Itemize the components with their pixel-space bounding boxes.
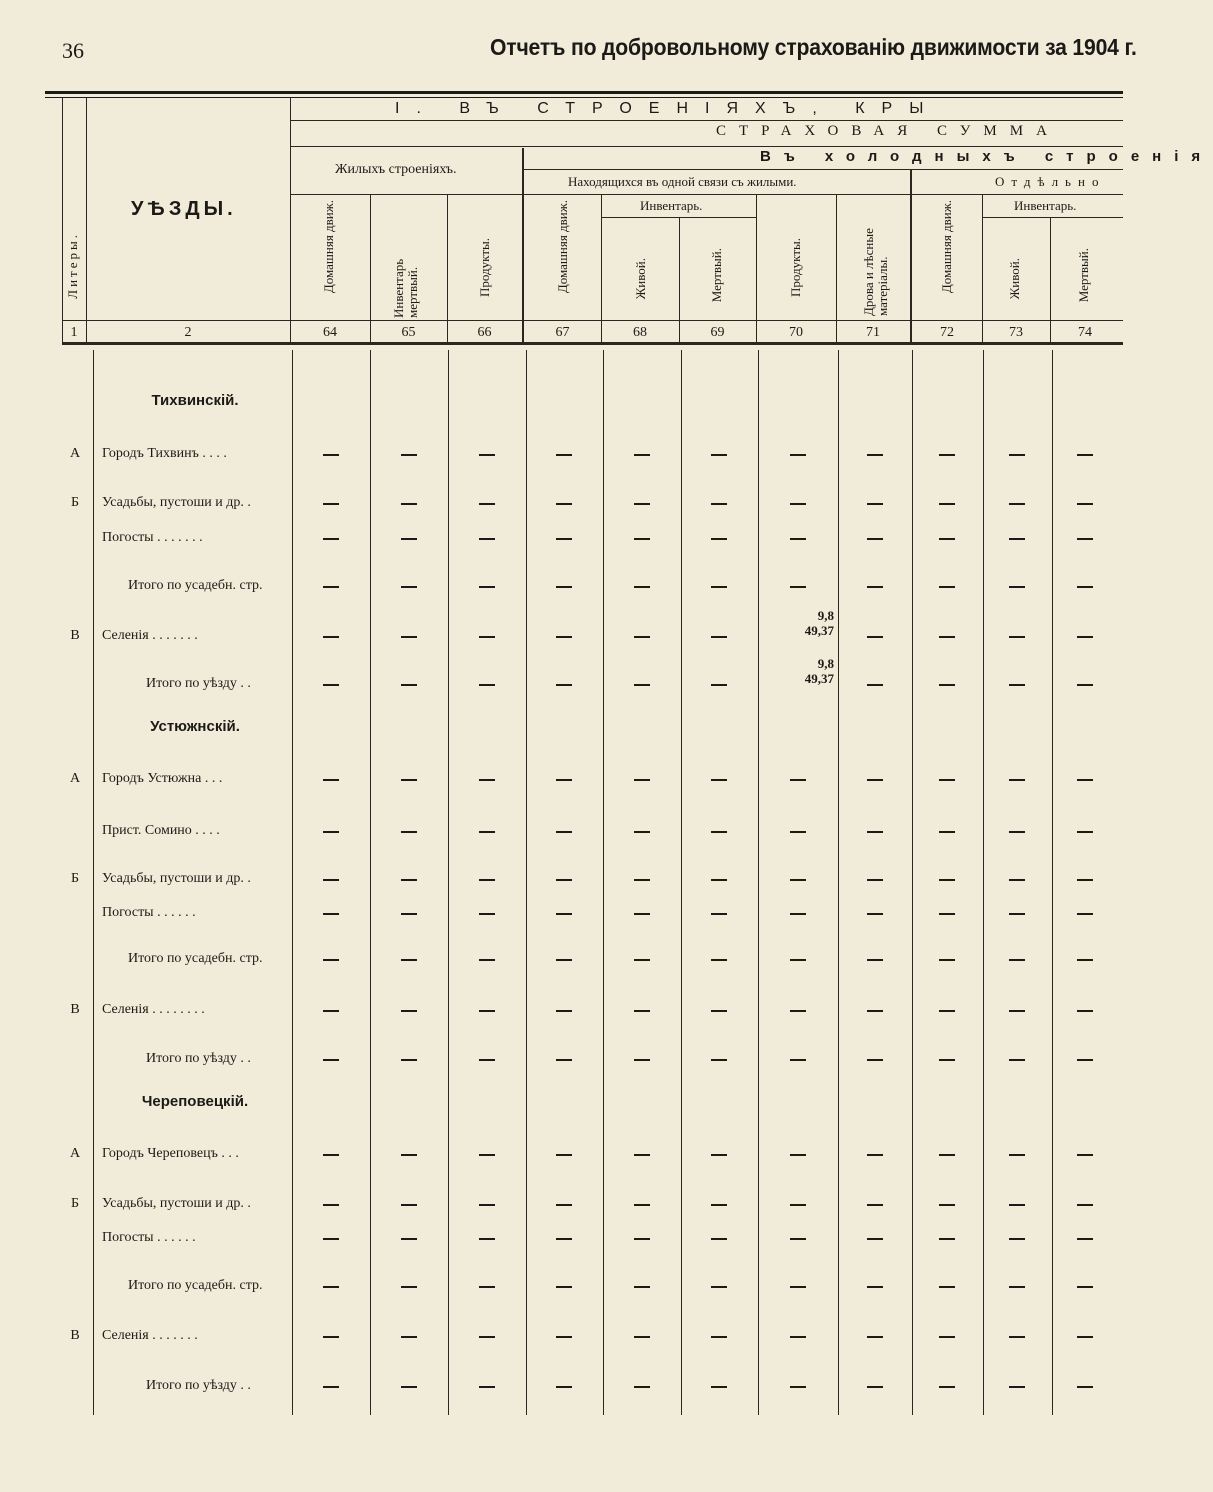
- empty-cell-dash: [867, 1238, 883, 1240]
- column-number: 72: [940, 325, 954, 340]
- row-letter: А: [69, 446, 81, 461]
- empty-cell-dash: [790, 503, 806, 505]
- empty-cell-dash: [1009, 1059, 1025, 1061]
- empty-cell-dash: [479, 636, 495, 638]
- empty-cell-dash: [634, 1059, 650, 1061]
- row-label: Прист. Сомино . . . .: [102, 823, 220, 838]
- row-label: Итого по усадебн. стр.: [128, 951, 263, 966]
- column-districts-label: УѢЗДЫ.: [131, 198, 237, 220]
- empty-cell-dash: [323, 1238, 339, 1240]
- cold-header: Въ холодныхъ строенія: [760, 148, 1213, 165]
- empty-cell-dash: [790, 1336, 806, 1338]
- empty-cell-dash: [1077, 879, 1093, 881]
- living-header: Жилыхъ строеніяхъ.: [335, 162, 457, 177]
- empty-cell-dash: [939, 913, 955, 915]
- column-number: 67: [555, 325, 570, 340]
- empty-cell-dash: [867, 1154, 883, 1156]
- empty-cell-dash: [634, 454, 650, 456]
- column-number: 74: [1078, 325, 1092, 340]
- empty-cell-dash: [479, 1286, 495, 1288]
- row-label: Усадьбы, пустоши и др. .: [102, 1196, 251, 1211]
- empty-cell-dash: [711, 913, 727, 915]
- row-label: Погосты . . . . . .: [102, 905, 196, 920]
- sum-header: СТРАХОВАЯ СУММА: [716, 123, 1060, 139]
- column-71-label: Дрова и лѣсные матеріалы.: [861, 228, 890, 316]
- empty-cell-dash: [479, 1010, 495, 1012]
- empty-cell-dash: [1077, 1059, 1093, 1061]
- row-label: Итого по усадебн. стр.: [128, 1278, 263, 1293]
- empty-cell-dash: [790, 586, 806, 588]
- empty-cell-dash: [323, 1204, 339, 1206]
- empty-cell-dash: [939, 1154, 955, 1156]
- empty-cell-dash: [867, 1286, 883, 1288]
- empty-cell-dash: [1077, 913, 1093, 915]
- empty-cell-dash: [867, 1010, 883, 1012]
- empty-cell-dash: [939, 1386, 955, 1388]
- empty-cell-dash: [939, 779, 955, 781]
- column-73-label: Живой.: [1007, 258, 1022, 300]
- empty-cell-dash: [479, 1154, 495, 1156]
- empty-cell-dash: [556, 636, 572, 638]
- empty-cell-dash: [711, 586, 727, 588]
- empty-cell-dash: [867, 1204, 883, 1206]
- row-label: Усадьбы, пустоши и др. .: [102, 495, 251, 510]
- empty-cell-dash: [867, 586, 883, 588]
- empty-cell-dash: [790, 538, 806, 540]
- empty-cell-dash: [634, 779, 650, 781]
- empty-cell-dash: [323, 1286, 339, 1288]
- column-letters-label: Литеры.: [65, 232, 80, 299]
- row-letter: В: [70, 1328, 80, 1343]
- empty-cell-dash: [711, 959, 727, 961]
- empty-cell-dash: [711, 779, 727, 781]
- empty-cell-dash: [1077, 454, 1093, 456]
- empty-cell-dash: [711, 879, 727, 881]
- empty-cell-dash: [634, 684, 650, 686]
- empty-cell-dash: [556, 831, 572, 833]
- empty-cell-dash: [634, 636, 650, 638]
- cell-value-line: 9,8: [817, 656, 834, 671]
- empty-cell-dash: [939, 1204, 955, 1206]
- empty-cell-dash: [401, 959, 417, 961]
- empty-cell-dash: [711, 1386, 727, 1388]
- empty-cell-dash: [479, 1059, 495, 1061]
- empty-cell-dash: [939, 454, 955, 456]
- empty-cell-dash: [939, 1059, 955, 1061]
- empty-cell-dash: [1009, 454, 1025, 456]
- empty-cell-dash: [556, 959, 572, 961]
- empty-cell-dash: [1077, 538, 1093, 540]
- empty-cell-dash: [867, 1386, 883, 1388]
- empty-cell-dash: [401, 1154, 417, 1156]
- empty-cell-dash: [556, 586, 572, 588]
- empty-cell-dash: [711, 1238, 727, 1240]
- empty-cell-dash: [711, 1154, 727, 1156]
- empty-cell-dash: [479, 959, 495, 961]
- column-66-label: Продукты.: [477, 238, 492, 297]
- empty-cell-dash: [323, 779, 339, 781]
- empty-cell-dash: [479, 1238, 495, 1240]
- empty-cell-dash: [634, 1204, 650, 1206]
- empty-cell-dash: [323, 454, 339, 456]
- empty-cell-dash: [1077, 779, 1093, 781]
- empty-cell-dash: [939, 959, 955, 961]
- empty-cell-dash: [556, 503, 572, 505]
- row-letter: А: [69, 1146, 81, 1161]
- empty-cell-dash: [556, 1386, 572, 1388]
- empty-cell-dash: [634, 1286, 650, 1288]
- column-68-label: Живой.: [633, 258, 648, 300]
- empty-cell-dash: [401, 879, 417, 881]
- empty-cell-dash: [1009, 636, 1025, 638]
- empty-cell-dash: [634, 831, 650, 833]
- empty-cell-dash: [867, 538, 883, 540]
- row-label: Городъ Череповецъ . . .: [102, 1146, 239, 1161]
- empty-cell-dash: [556, 1336, 572, 1338]
- empty-cell-dash: [790, 1386, 806, 1388]
- cell-value-line: 9,8: [817, 608, 834, 623]
- empty-cell-dash: [711, 1059, 727, 1061]
- empty-cell-dash: [939, 684, 955, 686]
- empty-cell-dash: [711, 1204, 727, 1206]
- empty-cell-dash: [790, 879, 806, 881]
- empty-cell-dash: [790, 1204, 806, 1206]
- empty-cell-dash: [790, 831, 806, 833]
- empty-cell-dash: [790, 1059, 806, 1061]
- empty-cell-dash: [790, 454, 806, 456]
- empty-cell-dash: [1009, 1204, 1025, 1206]
- empty-cell-dash: [1077, 831, 1093, 833]
- empty-cell-dash: [479, 831, 495, 833]
- empty-cell-dash: [711, 538, 727, 540]
- empty-cell-dash: [401, 831, 417, 833]
- column-65-label: Инвентарь мертвый.: [391, 258, 420, 318]
- empty-cell-dash: [867, 636, 883, 638]
- empty-cell-dash: [479, 779, 495, 781]
- empty-cell-dash: [479, 1336, 495, 1338]
- empty-cell-dash: [711, 684, 727, 686]
- empty-cell-dash: [1009, 538, 1025, 540]
- empty-cell-dash: [479, 586, 495, 588]
- empty-cell-dash: [867, 503, 883, 505]
- empty-cell-dash: [867, 959, 883, 961]
- cell-value-70: [764, 656, 834, 686]
- page-title: Отчетъ по добровольному страхованію движимости за 1904 г.: [490, 34, 1137, 60]
- empty-cell-dash: [401, 1336, 417, 1338]
- row-label: Селенія . . . . . . .: [102, 628, 198, 643]
- column-72-label: Домашняя движ.: [939, 200, 954, 294]
- column-67-label: Домашняя движ.: [555, 200, 570, 294]
- empty-cell-dash: [323, 538, 339, 540]
- district-heading: Устюжнскій.: [150, 718, 240, 735]
- district-heading: Тихвинскій.: [151, 392, 239, 409]
- empty-cell-dash: [867, 879, 883, 881]
- row-label: Итого по уѣзду . .: [146, 1051, 251, 1066]
- empty-cell-dash: [401, 684, 417, 686]
- empty-cell-dash: [401, 913, 417, 915]
- empty-cell-dash: [401, 503, 417, 505]
- empty-cell-dash: [401, 636, 417, 638]
- empty-cell-dash: [1009, 1336, 1025, 1338]
- empty-cell-dash: [634, 1010, 650, 1012]
- column-number: 66: [477, 325, 492, 340]
- empty-cell-dash: [323, 879, 339, 881]
- row-label: Погосты . . . . . .: [102, 1230, 196, 1245]
- empty-cell-dash: [1077, 1286, 1093, 1288]
- empty-cell-dash: [1077, 503, 1093, 505]
- empty-cell-dash: [790, 1154, 806, 1156]
- row-label: Селенія . . . . . . . .: [102, 1002, 205, 1017]
- empty-cell-dash: [1077, 1238, 1093, 1240]
- column-number: 71: [866, 325, 880, 340]
- empty-cell-dash: [479, 879, 495, 881]
- empty-cell-dash: [479, 684, 495, 686]
- empty-cell-dash: [1009, 586, 1025, 588]
- empty-cell-dash: [401, 1286, 417, 1288]
- row-label: Погосты . . . . . . .: [102, 530, 203, 545]
- separate-header: Отдѣльно: [995, 174, 1106, 189]
- empty-cell-dash: [1009, 1010, 1025, 1012]
- empty-cell-dash: [401, 1204, 417, 1206]
- empty-cell-dash: [711, 454, 727, 456]
- column-69-label: Мертвый.: [709, 248, 724, 303]
- row-letter: А: [69, 771, 81, 786]
- empty-cell-dash: [1009, 1286, 1025, 1288]
- empty-cell-dash: [479, 503, 495, 505]
- empty-cell-dash: [711, 1336, 727, 1338]
- empty-cell-dash: [634, 913, 650, 915]
- empty-cell-dash: [1077, 1154, 1093, 1156]
- empty-cell-dash: [1009, 879, 1025, 881]
- empty-cell-dash: [634, 538, 650, 540]
- row-letter: Б: [70, 495, 80, 510]
- row-label: Итого по усадебн. стр.: [128, 578, 263, 593]
- empty-cell-dash: [634, 959, 650, 961]
- empty-cell-dash: [1009, 779, 1025, 781]
- empty-cell-dash: [939, 586, 955, 588]
- empty-cell-dash: [556, 1204, 572, 1206]
- row-label: Усадьбы, пустоши и др. .: [102, 871, 251, 886]
- row-letter: В: [70, 1002, 80, 1017]
- empty-cell-dash: [1009, 1154, 1025, 1156]
- empty-cell-dash: [1009, 913, 1025, 915]
- empty-cell-dash: [323, 1336, 339, 1338]
- empty-cell-dash: [556, 1238, 572, 1240]
- empty-cell-dash: [867, 831, 883, 833]
- empty-cell-dash: [939, 538, 955, 540]
- empty-cell-dash: [401, 1059, 417, 1061]
- empty-cell-dash: [867, 684, 883, 686]
- empty-cell-dash: [867, 454, 883, 456]
- empty-cell-dash: [556, 1059, 572, 1061]
- empty-cell-dash: [556, 454, 572, 456]
- empty-cell-dash: [1009, 503, 1025, 505]
- empty-cell-dash: [1077, 1204, 1093, 1206]
- row-label: Итого по уѣзду . .: [146, 676, 251, 691]
- empty-cell-dash: [711, 503, 727, 505]
- empty-cell-dash: [556, 913, 572, 915]
- empty-cell-dash: [1009, 959, 1025, 961]
- column-number: 2: [184, 325, 192, 340]
- empty-cell-dash: [939, 636, 955, 638]
- empty-cell-dash: [790, 913, 806, 915]
- cell-value-line: 49,37: [804, 671, 834, 686]
- empty-cell-dash: [1077, 1010, 1093, 1012]
- top-rule: [45, 91, 1123, 94]
- cell-value-70: [764, 608, 834, 638]
- district-heading: Череповецкій.: [141, 1093, 249, 1110]
- column-74-label: Мертвый.: [1076, 248, 1091, 303]
- empty-cell-dash: [401, 538, 417, 540]
- empty-cell-dash: [711, 831, 727, 833]
- row-letter: В: [70, 628, 80, 643]
- connected-header: Находящихся въ одной связи съ жилыми.: [568, 174, 797, 189]
- empty-cell-dash: [634, 503, 650, 505]
- row-letter: Б: [70, 1196, 80, 1211]
- empty-cell-dash: [1009, 1386, 1025, 1388]
- empty-cell-dash: [479, 913, 495, 915]
- empty-cell-dash: [790, 1238, 806, 1240]
- empty-cell-dash: [323, 1386, 339, 1388]
- empty-cell-dash: [401, 1238, 417, 1240]
- empty-cell-dash: [323, 503, 339, 505]
- empty-cell-dash: [1077, 1336, 1093, 1338]
- column-number: 69: [710, 325, 725, 340]
- empty-cell-dash: [1077, 684, 1093, 686]
- empty-cell-dash: [1077, 636, 1093, 638]
- empty-cell-dash: [556, 684, 572, 686]
- empty-cell-dash: [634, 1336, 650, 1338]
- empty-cell-dash: [556, 538, 572, 540]
- empty-cell-dash: [401, 779, 417, 781]
- empty-cell-dash: [867, 1059, 883, 1061]
- empty-cell-dash: [939, 1336, 955, 1338]
- empty-cell-dash: [790, 779, 806, 781]
- row-letter: Б: [70, 871, 80, 886]
- empty-cell-dash: [1009, 1238, 1025, 1240]
- inventory-header-connected: Инвентарь.: [640, 198, 703, 213]
- row-label: Итого по уѣзду . .: [146, 1378, 251, 1393]
- empty-cell-dash: [1077, 586, 1093, 588]
- empty-cell-dash: [867, 1336, 883, 1338]
- empty-cell-dash: [790, 959, 806, 961]
- empty-cell-dash: [479, 1204, 495, 1206]
- empty-cell-dash: [634, 1154, 650, 1156]
- column-64-label: Домашняя движ.: [321, 200, 336, 294]
- empty-cell-dash: [711, 1286, 727, 1288]
- column-number: 65: [401, 325, 416, 340]
- column-number: 73: [1009, 325, 1023, 340]
- empty-cell-dash: [401, 1010, 417, 1012]
- top-rule-thin: [45, 97, 1123, 98]
- empty-cell-dash: [1009, 831, 1025, 833]
- empty-cell-dash: [939, 831, 955, 833]
- empty-cell-dash: [634, 586, 650, 588]
- column-number: 68: [633, 325, 647, 340]
- empty-cell-dash: [634, 1386, 650, 1388]
- page-number: 36: [62, 38, 84, 63]
- column-number: 64: [323, 325, 337, 340]
- empty-cell-dash: [939, 503, 955, 505]
- empty-cell-dash: [634, 1238, 650, 1240]
- empty-cell-dash: [867, 913, 883, 915]
- cell-value-line: 49,37: [804, 623, 834, 638]
- empty-cell-dash: [867, 779, 883, 781]
- empty-cell-dash: [479, 538, 495, 540]
- empty-cell-dash: [1077, 959, 1093, 961]
- empty-cell-dash: [1077, 1386, 1093, 1388]
- empty-cell-dash: [939, 1010, 955, 1012]
- empty-cell-dash: [556, 1010, 572, 1012]
- column-70-label: Продукты.: [788, 238, 803, 297]
- empty-cell-dash: [401, 1386, 417, 1388]
- group-header: I. ВЪ СТРОЕНІЯХЪ, КРЫ: [395, 100, 941, 117]
- row-label: Селенія . . . . . . .: [102, 1328, 198, 1343]
- empty-cell-dash: [401, 586, 417, 588]
- empty-cell-dash: [634, 879, 650, 881]
- row-label: Городъ Устюжна . . .: [102, 771, 223, 786]
- empty-cell-dash: [711, 636, 727, 638]
- empty-cell-dash: [323, 684, 339, 686]
- empty-cell-dash: [1009, 684, 1025, 686]
- empty-cell-dash: [790, 1010, 806, 1012]
- row-label: Городъ Тихвинъ . . . .: [102, 446, 227, 461]
- empty-cell-dash: [556, 1154, 572, 1156]
- inventory-header-separate: Инвентарь.: [1014, 198, 1077, 213]
- empty-cell-dash: [556, 879, 572, 881]
- empty-cell-dash: [479, 454, 495, 456]
- empty-cell-dash: [939, 879, 955, 881]
- empty-cell-dash: [323, 913, 339, 915]
- empty-cell-dash: [323, 831, 339, 833]
- empty-cell-dash: [556, 1286, 572, 1288]
- empty-cell-dash: [556, 779, 572, 781]
- empty-cell-dash: [790, 1286, 806, 1288]
- empty-cell-dash: [323, 959, 339, 961]
- empty-cell-dash: [939, 1238, 955, 1240]
- empty-cell-dash: [323, 1010, 339, 1012]
- column-number: 70: [789, 325, 803, 340]
- column-number: 1: [70, 325, 78, 340]
- empty-cell-dash: [479, 1386, 495, 1388]
- empty-cell-dash: [323, 1154, 339, 1156]
- empty-cell-dash: [711, 1010, 727, 1012]
- empty-cell-dash: [323, 636, 339, 638]
- empty-cell-dash: [323, 1059, 339, 1061]
- empty-cell-dash: [939, 1286, 955, 1288]
- empty-cell-dash: [401, 454, 417, 456]
- empty-cell-dash: [323, 586, 339, 588]
